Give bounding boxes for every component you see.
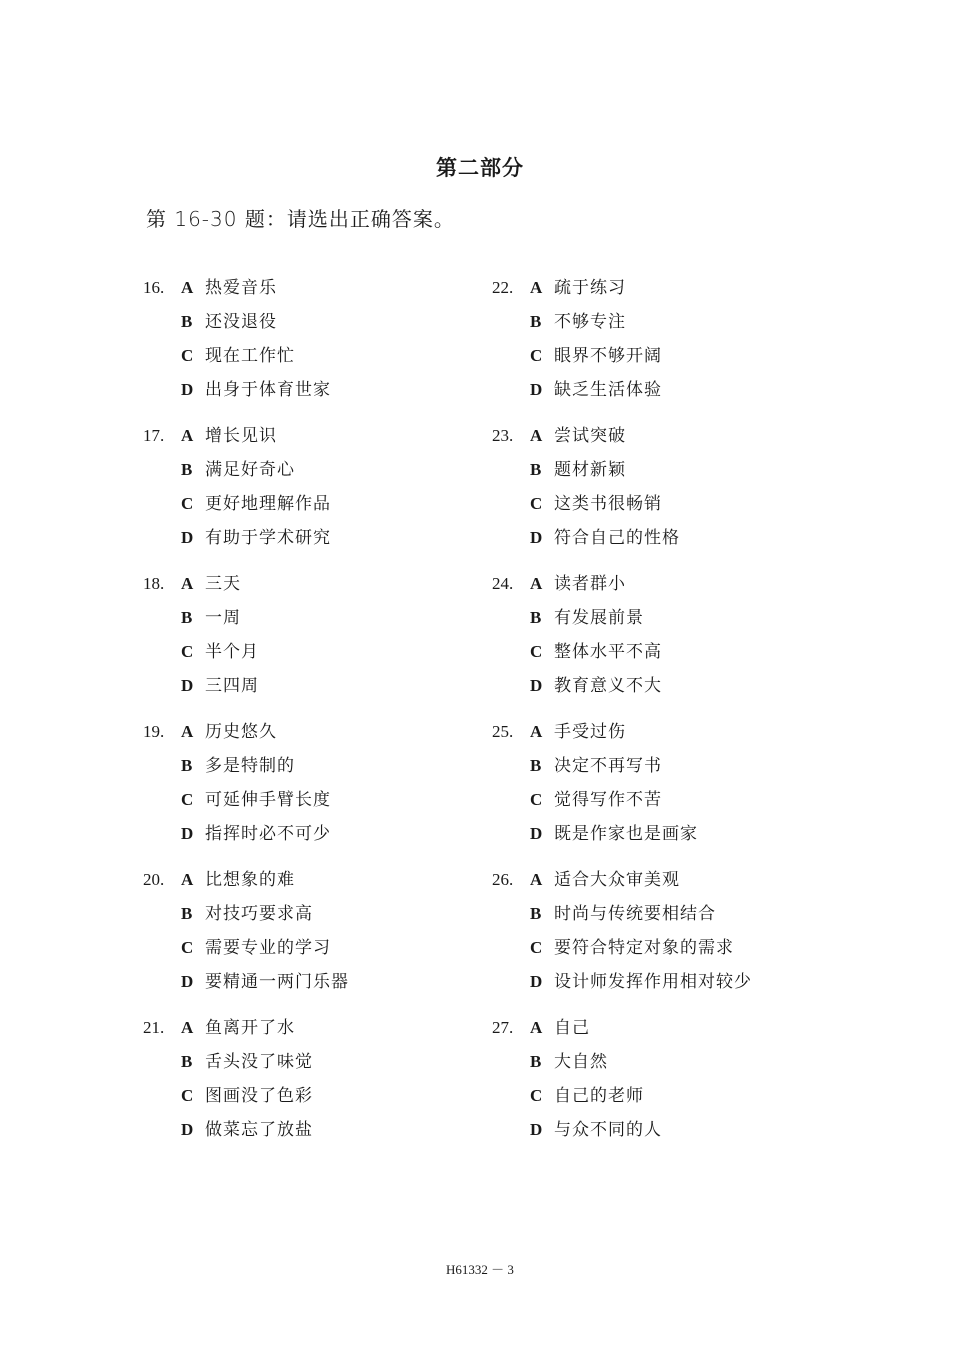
option-text: 一周 (205, 608, 241, 628)
question-number: 22. (492, 278, 514, 297)
option-text: 要符合特定对象的需求 (554, 938, 734, 958)
option-text: 舌头没了味觉 (205, 1052, 313, 1072)
option-d[interactable] (530, 970, 752, 994)
option-letter: D (181, 824, 194, 843)
option-a[interactable] (181, 720, 277, 744)
option-c[interactable] (181, 788, 331, 812)
option-a[interactable] (530, 720, 626, 744)
question-number: 24. (492, 574, 514, 593)
option-letter: A (530, 870, 543, 889)
option-d[interactable] (181, 674, 259, 698)
option-c[interactable] (530, 492, 662, 516)
option-d[interactable] (530, 674, 662, 698)
option-d[interactable] (530, 526, 680, 550)
option-text: 自己 (554, 1018, 590, 1038)
option-c[interactable] (530, 1084, 644, 1108)
option-letter: B (530, 460, 542, 479)
option-letter: B (530, 608, 542, 627)
instruction-text: 第 16-30 题：请选出正确答案。 (146, 207, 455, 231)
option-c[interactable] (530, 344, 662, 368)
option-b[interactable] (530, 458, 626, 482)
option-text: 符合自己的性格 (554, 528, 680, 548)
option-letter: C (181, 494, 194, 513)
option-text: 鱼离开了水 (205, 1018, 295, 1038)
option-d[interactable] (181, 378, 331, 402)
option-text: 题材新颖 (554, 460, 626, 480)
option-c[interactable] (530, 788, 662, 812)
option-c[interactable] (181, 936, 331, 960)
option-b[interactable] (530, 310, 626, 334)
option-a[interactable] (181, 276, 277, 300)
option-b[interactable] (530, 902, 716, 926)
option-text: 更好地理解作品 (205, 494, 331, 514)
option-letter: B (530, 1052, 542, 1071)
option-letter: A (530, 722, 543, 741)
option-letter: B (181, 904, 193, 923)
option-text: 要精通一两门乐器 (205, 972, 349, 992)
option-text: 做菜忘了放盐 (205, 1120, 313, 1140)
option-letter: B (181, 1052, 193, 1071)
option-text: 图画没了色彩 (205, 1086, 313, 1106)
option-text: 尝试突破 (554, 426, 626, 446)
option-text: 三四周 (205, 676, 259, 696)
option-a[interactable] (181, 424, 277, 448)
question-number: 26. (492, 870, 514, 889)
option-text: 自己的老师 (554, 1086, 644, 1106)
option-letter: D (530, 380, 543, 399)
option-letter: D (181, 1120, 194, 1139)
option-letter: C (181, 642, 194, 661)
option-a[interactable] (530, 1016, 590, 1040)
question-number: 19. (143, 722, 165, 741)
option-letter: D (530, 528, 543, 547)
option-b[interactable] (181, 458, 295, 482)
option-d[interactable] (181, 1118, 313, 1142)
option-letter: C (530, 1086, 543, 1105)
option-a[interactable] (181, 1016, 295, 1040)
option-c[interactable] (530, 936, 734, 960)
option-letter: A (181, 722, 194, 741)
option-letter: C (530, 938, 543, 957)
option-letter: D (181, 380, 194, 399)
option-a[interactable] (530, 424, 626, 448)
option-letter: D (181, 676, 194, 695)
option-a[interactable] (181, 572, 241, 596)
option-c[interactable] (181, 492, 331, 516)
option-b[interactable] (181, 1050, 313, 1074)
option-letter: D (181, 972, 194, 991)
option-letter: A (181, 278, 194, 297)
option-text: 时尚与传统要相结合 (554, 904, 716, 924)
option-letter: D (530, 676, 543, 695)
option-text: 三天 (205, 574, 241, 594)
option-text: 读者群小 (554, 574, 626, 594)
option-b[interactable] (181, 606, 241, 630)
option-d[interactable] (530, 378, 662, 402)
option-d[interactable] (181, 526, 331, 550)
option-letter: A (181, 426, 194, 445)
option-a[interactable] (181, 868, 295, 892)
option-text: 还没退役 (205, 312, 277, 332)
option-text: 适合大众审美观 (554, 870, 680, 890)
option-text: 整体水平不高 (554, 642, 662, 662)
option-text: 大自然 (554, 1052, 608, 1072)
option-d[interactable] (530, 1118, 662, 1142)
option-letter: A (181, 1018, 194, 1037)
option-text: 比想象的难 (205, 870, 295, 890)
option-letter: A (181, 574, 194, 593)
option-text: 可延伸手臂长度 (205, 790, 331, 810)
option-c[interactable] (181, 344, 295, 368)
option-text: 与众不同的人 (554, 1120, 662, 1140)
option-b[interactable] (181, 754, 295, 778)
option-letter: B (530, 312, 542, 331)
option-letter: D (530, 972, 543, 991)
question-number: 27. (492, 1018, 514, 1037)
option-letter: C (530, 790, 543, 809)
question-number: 21. (143, 1018, 165, 1037)
option-text: 既是作家也是画家 (554, 824, 698, 844)
option-letter: C (181, 346, 194, 365)
option-text: 有助于学术研究 (205, 528, 331, 548)
question-number: 17. (143, 426, 165, 445)
question-number: 25. (492, 722, 514, 741)
option-b[interactable] (530, 1050, 608, 1074)
option-letter: A (530, 426, 543, 445)
question-number: 23. (492, 426, 514, 445)
option-text: 增长见识 (205, 426, 277, 446)
option-letter: D (530, 1120, 543, 1139)
section-title: 第二部分 (436, 156, 524, 180)
option-letter: B (181, 312, 193, 331)
option-text: 指挥时必不可少 (205, 824, 331, 844)
option-letter: C (181, 1086, 194, 1105)
option-text: 疏于练习 (554, 278, 626, 298)
option-text: 现在工作忙 (205, 346, 295, 366)
option-text: 出身于体育世家 (205, 380, 331, 400)
option-letter: A (530, 278, 543, 297)
option-letter: D (181, 528, 194, 547)
option-b[interactable] (530, 754, 662, 778)
option-d[interactable] (530, 822, 698, 846)
option-text: 热爱音乐 (205, 278, 277, 298)
option-text: 对技巧要求高 (205, 904, 313, 924)
option-text: 决定不再写书 (554, 756, 662, 776)
option-d[interactable] (181, 970, 349, 994)
option-text: 满足好奇心 (205, 460, 295, 480)
option-letter: B (181, 608, 193, 627)
question-number: 20. (143, 870, 165, 889)
option-c[interactable] (181, 640, 259, 664)
option-b[interactable] (181, 310, 277, 334)
option-text: 眼界不够开阔 (554, 346, 662, 366)
option-text: 多是特制的 (205, 756, 295, 776)
option-b[interactable] (181, 902, 313, 926)
option-letter: B (530, 756, 542, 775)
option-a[interactable] (530, 868, 680, 892)
question-number: 16. (143, 278, 165, 297)
option-text: 有发展前景 (554, 608, 644, 628)
option-letter: B (530, 904, 542, 923)
option-letter: A (530, 1018, 543, 1037)
option-text: 不够专注 (554, 312, 626, 332)
option-letter: B (181, 460, 193, 479)
option-c[interactable] (530, 640, 662, 664)
option-b[interactable] (530, 606, 644, 630)
option-letter: B (181, 756, 193, 775)
option-letter: A (181, 870, 194, 889)
option-text: 缺乏生活体验 (554, 380, 662, 400)
option-letter: A (530, 574, 543, 593)
option-d[interactable] (181, 822, 331, 846)
option-text: 历史悠久 (205, 722, 277, 742)
option-letter: C (181, 938, 194, 957)
option-letter: C (181, 790, 194, 809)
option-text: 需要专业的学习 (205, 938, 331, 958)
option-text: 手受过伤 (554, 722, 626, 742)
page-footer: H61332 － 3 (446, 1262, 514, 1277)
question-number: 18. (143, 574, 165, 593)
option-letter: C (530, 642, 543, 661)
option-c[interactable] (181, 1084, 313, 1108)
option-text: 觉得写作不苦 (554, 790, 662, 810)
option-letter: C (530, 494, 543, 513)
option-text: 半个月 (205, 642, 259, 662)
option-letter: C (530, 346, 543, 365)
option-a[interactable] (530, 276, 626, 300)
option-text: 教育意义不大 (554, 676, 662, 696)
option-text: 设计师发挥作用相对较少 (554, 972, 752, 992)
option-a[interactable] (530, 572, 626, 596)
option-letter: D (530, 824, 543, 843)
option-text: 这类书很畅销 (554, 494, 662, 514)
